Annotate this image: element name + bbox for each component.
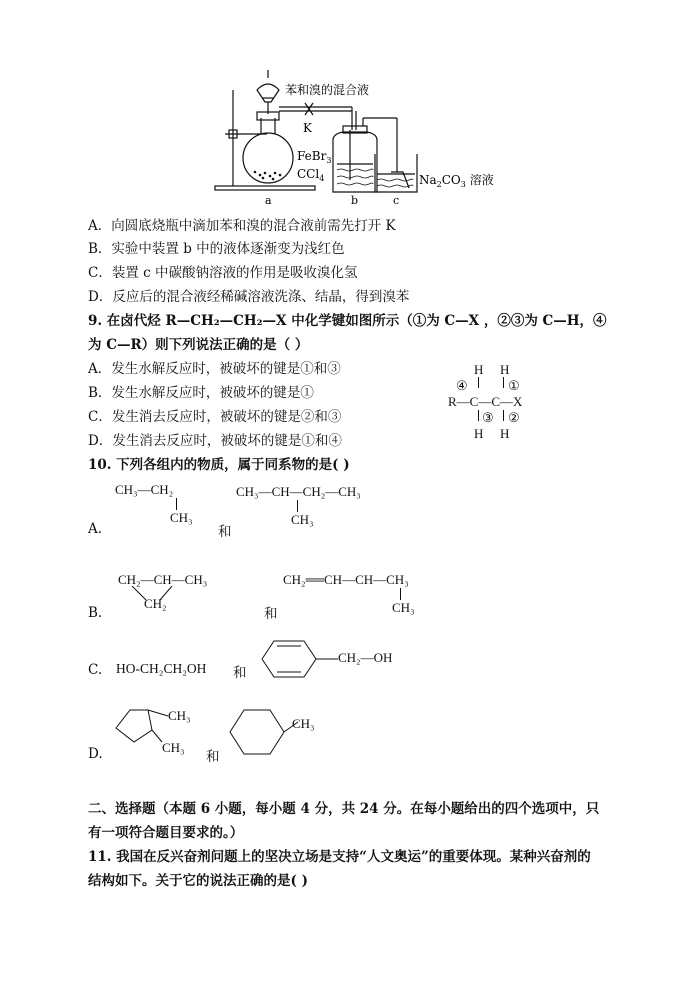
diagram-bond-3: ③: [482, 410, 494, 425]
q8-option-c: C．装置 c 中碳酸钠溶液的作用是吸收溴化氢: [88, 265, 358, 281]
mixture-label: 苯和溴的混合液: [285, 83, 370, 97]
q8-option-b: B．实验中装置 b 中的液体逐渐变为浅红色: [88, 241, 345, 257]
diagram-h-top-1: H: [474, 362, 484, 377]
option-c-label: C.: [88, 662, 103, 678]
q8-option-d: D．反应后的混合液经稀碱溶液洗涤、结晶，得到溴苯: [88, 289, 410, 305]
q8-option-a: A．向圆底烧瓶中滴加苯和溴的混合液前需先打开 K: [88, 218, 396, 234]
b-left-bottom: CH₂: [144, 596, 167, 611]
round-bottom-flask: [243, 133, 293, 183]
benzene-ring: [250, 637, 340, 681]
bond-diagram: [448, 362, 548, 442]
q9-stem-line1: 9. 在卤代烃 R—CH₂—CH₂—X 中化学键如图所示（①为 C—X ，②③为 C—H，④: [88, 313, 607, 329]
a-right-top: CH₃—CH—CH₂—CH₃: [236, 484, 361, 499]
q9-option-a: A．发生水解反应时，被破坏的键是①和③: [88, 361, 341, 377]
label-a: a: [265, 194, 272, 207]
a-and: 和: [218, 524, 232, 540]
option-d-label: D.: [88, 746, 103, 762]
b-and: 和: [264, 606, 278, 622]
beaker-c: [375, 154, 417, 192]
q9-option-d: D．发生消去反应时，被破坏的键是①和④: [88, 433, 342, 449]
d-left-ch3-bottom: CH₃: [162, 740, 185, 755]
separatory-funnel: [257, 84, 279, 102]
diagram-bond-1: ①: [508, 378, 520, 393]
d-left-ch3-top: CH₃: [168, 708, 191, 723]
na2co3-label: $Na_2CO_3$ 溶液: [419, 173, 494, 189]
b-right-bottom: CH₃: [392, 600, 415, 615]
q9-stem-line2: 为 C—R）则下列说法正确的是（ ）: [88, 337, 309, 353]
cyclohexane-ring: [226, 700, 306, 764]
febr3-label: FeBr$_3$: [297, 149, 332, 165]
q11-line2: 结构如下。关于它的说法正确的是( ): [88, 873, 308, 889]
c-left: HO-CH₂CH₂OH: [116, 661, 207, 676]
a-left-bottom: CH₃: [170, 510, 193, 525]
diagram-h-bot-2: H: [500, 426, 510, 441]
a-left-top: CH₃—CH₂: [115, 482, 174, 497]
d-right-ch3: CH₃: [292, 716, 315, 731]
ccl4-label: CCl$_4$: [297, 167, 325, 183]
diagram-main: R—C—C—X: [448, 394, 523, 409]
c-and: 和: [233, 665, 247, 681]
valve-k: [305, 103, 313, 115]
flask-liquid: [254, 171, 282, 181]
diagram-h-top-2: H: [500, 362, 510, 377]
d-and: 和: [206, 749, 220, 765]
section2-line2: 有一项符合题目要求的。）: [88, 825, 244, 841]
label-c: c: [393, 194, 400, 207]
section2-line1: 二、选择题（本题 6 小题，每小题 4 分，共 24 分。在每小题给出的四个选项中，只: [88, 801, 600, 817]
stand-base: [215, 186, 315, 190]
diagram-bond-4: ④: [456, 378, 468, 393]
option-a-label: A.: [88, 521, 103, 537]
label-b: b: [351, 194, 359, 207]
c-right-ch2: CH₂—OH: [338, 650, 393, 665]
diagram-h-bot-1: H: [474, 426, 484, 441]
q11-line1: 11. 我国在反兴奋剂问题上的坚决立场是支持“人文奥运”的重要体现。某种兴奋剂的: [88, 849, 591, 865]
valve-k-label: K: [303, 121, 312, 135]
q9-option-c: C．发生消去反应时，被破坏的键是②和③: [88, 409, 342, 425]
b-right-top: CH₂══CH—CH—CH₃: [283, 572, 409, 587]
a-right-bottom: CH₃: [291, 512, 314, 527]
option-b-label: B.: [88, 605, 103, 621]
q9-option-b: B．发生水解反应时，被破坏的键是①: [88, 385, 314, 401]
b-left-top: CH₂—CH—CH₃: [118, 572, 208, 587]
q10-stem: 10. 下列各组内的物质，属于同系物的是( ): [88, 457, 350, 473]
apparatus-diagram: [205, 60, 500, 210]
diagram-bond-2: ②: [508, 410, 520, 425]
